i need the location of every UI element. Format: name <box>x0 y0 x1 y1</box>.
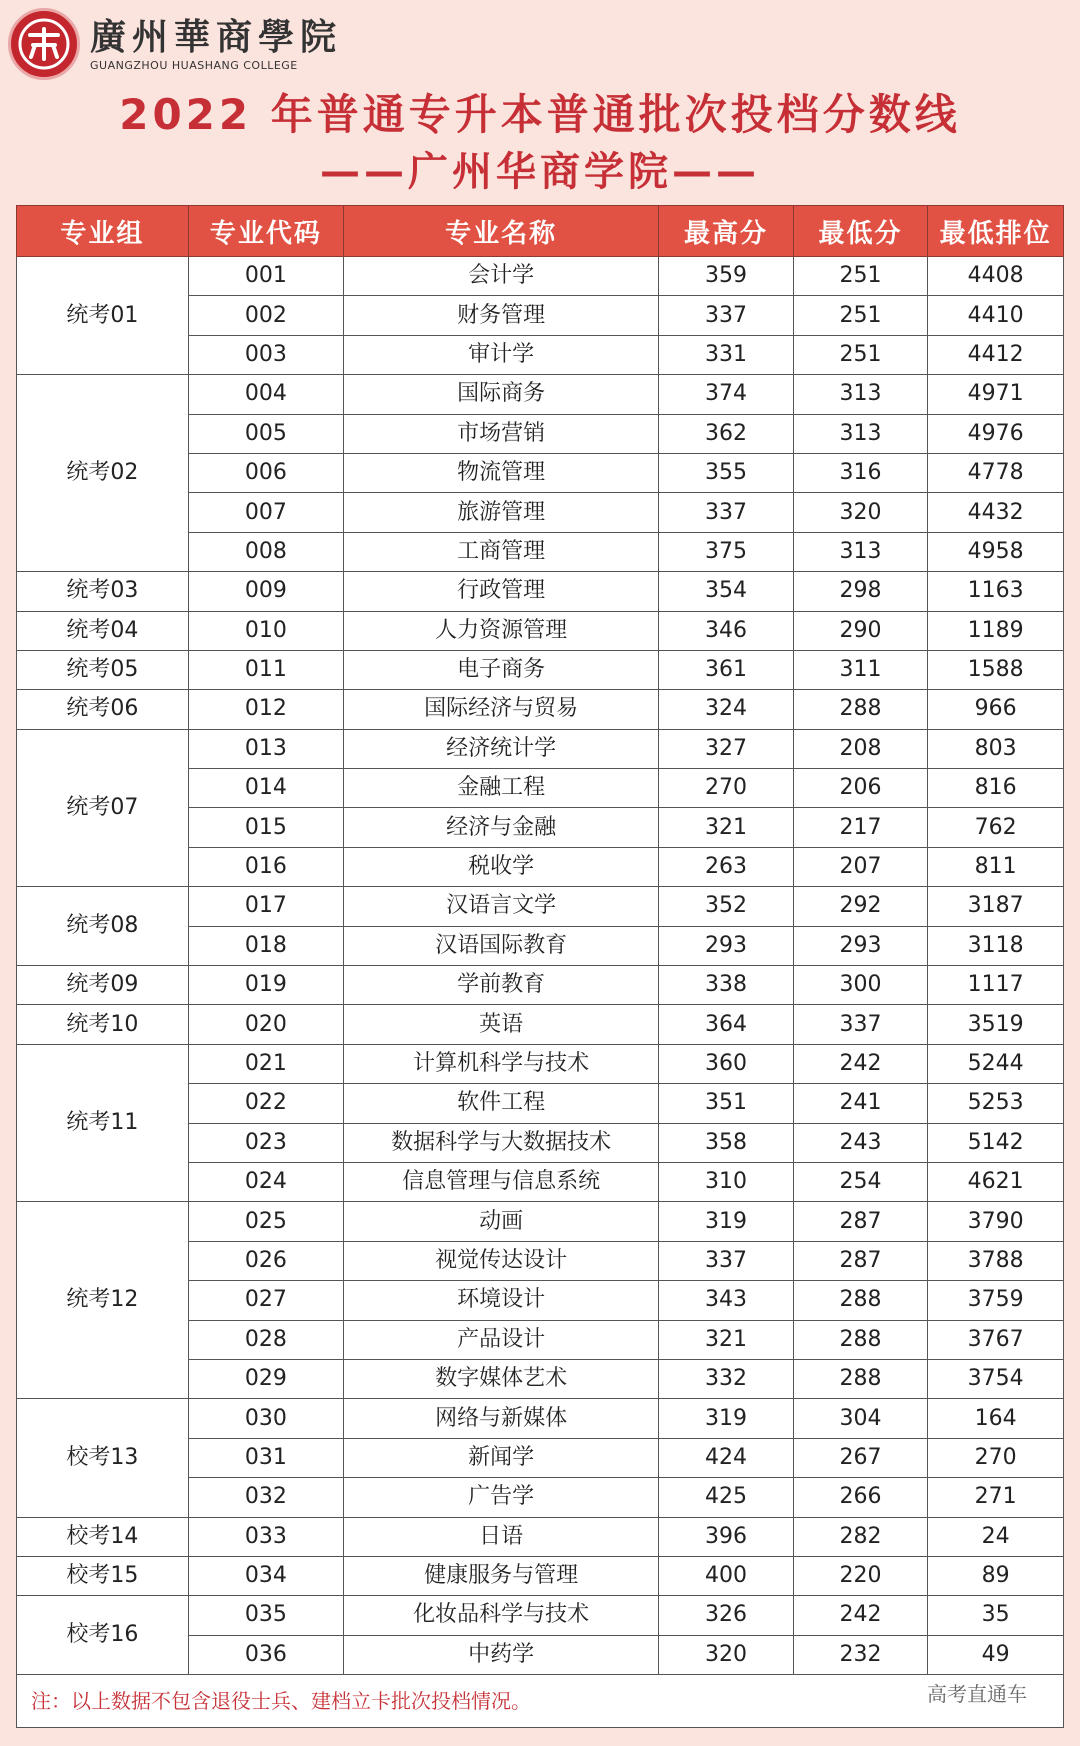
min-rank-cell: 5244 <box>928 1044 1064 1083</box>
min-rank-cell: 762 <box>928 808 1064 847</box>
group-cell: 统考06 <box>17 690 189 729</box>
min-rank-cell: 1588 <box>928 650 1064 689</box>
min-score-cell: 288 <box>793 690 928 729</box>
major-code-cell: 013 <box>188 729 343 768</box>
column-header: 最低分 <box>793 206 928 257</box>
major-code-cell: 009 <box>188 572 343 611</box>
major-code-cell: 004 <box>188 375 343 414</box>
major-code-cell: 011 <box>188 650 343 689</box>
max-score-cell: 270 <box>659 769 794 808</box>
table-row <box>17 1399 1064 1438</box>
major-code-cell: 001 <box>188 257 343 296</box>
table-row <box>17 650 1064 689</box>
max-score-cell: 293 <box>659 926 794 965</box>
table-row <box>17 375 1064 414</box>
min-rank-cell: 3519 <box>928 1005 1064 1044</box>
major-name-cell: 日语 <box>344 1517 659 1556</box>
max-score-cell: 400 <box>659 1556 794 1595</box>
group-cell: 校考16 <box>17 1596 189 1675</box>
max-score-cell: 424 <box>659 1438 794 1477</box>
max-score-cell: 324 <box>659 690 794 729</box>
max-score-cell: 362 <box>659 414 794 453</box>
min-score-cell: 217 <box>793 808 928 847</box>
table-body <box>17 257 1064 1675</box>
major-name-cell: 财务管理 <box>344 296 659 335</box>
max-score-cell: 351 <box>659 1084 794 1123</box>
watermark: 高考直通车 <box>927 1682 1027 1707</box>
major-code-cell: 007 <box>188 493 343 532</box>
max-score-cell: 319 <box>659 1399 794 1438</box>
max-score-cell: 343 <box>659 1281 794 1320</box>
max-score-cell: 374 <box>659 375 794 414</box>
major-name-cell: 行政管理 <box>344 572 659 611</box>
table-row <box>17 611 1064 650</box>
group-cell: 统考01 <box>17 257 189 375</box>
major-name-cell: 视觉传达设计 <box>344 1241 659 1280</box>
min-rank-cell: 1189 <box>928 611 1064 650</box>
table-row <box>17 966 1064 1005</box>
min-score-cell: 337 <box>793 1005 928 1044</box>
max-score-cell: 310 <box>659 1162 794 1201</box>
major-name-cell: 汉语言文学 <box>344 887 659 926</box>
min-score-cell: 254 <box>793 1162 928 1201</box>
major-code-cell: 024 <box>188 1162 343 1201</box>
major-code-cell: 026 <box>188 1241 343 1280</box>
min-rank-cell: 5142 <box>928 1123 1064 1162</box>
major-code-cell: 023 <box>188 1123 343 1162</box>
major-code-cell: 017 <box>188 887 343 926</box>
min-score-cell: 288 <box>793 1359 928 1398</box>
major-code-cell: 033 <box>188 1517 343 1556</box>
group-cell: 校考15 <box>17 1556 189 1595</box>
major-name-cell: 经济与金融 <box>344 808 659 847</box>
major-name-cell: 学前教育 <box>344 966 659 1005</box>
min-rank-cell: 49 <box>928 1635 1064 1674</box>
min-rank-cell: 4432 <box>928 493 1064 532</box>
min-rank-cell: 4971 <box>928 375 1064 414</box>
major-name-cell: 电子商务 <box>344 650 659 689</box>
max-score-cell: 360 <box>659 1044 794 1083</box>
max-score-cell: 346 <box>659 611 794 650</box>
min-score-cell: 316 <box>793 453 928 492</box>
max-score-cell: 364 <box>659 1005 794 1044</box>
max-score-cell: 375 <box>659 532 794 571</box>
min-rank-cell: 5253 <box>928 1084 1064 1123</box>
note-row <box>17 1675 1064 1728</box>
table-header-row <box>17 206 1064 257</box>
page-subtitle: ——广州华商学院—— <box>320 149 760 195</box>
min-rank-cell: 3759 <box>928 1281 1064 1320</box>
min-score-cell: 251 <box>793 335 928 374</box>
major-name-cell: 环境设计 <box>344 1281 659 1320</box>
min-rank-cell: 24 <box>928 1517 1064 1556</box>
major-name-cell: 物流管理 <box>344 453 659 492</box>
major-name-cell: 旅游管理 <box>344 493 659 532</box>
max-score-cell: 352 <box>659 887 794 926</box>
major-name-cell: 汉语国际教育 <box>344 926 659 965</box>
min-rank-cell: 4410 <box>928 296 1064 335</box>
min-score-cell: 298 <box>793 572 928 611</box>
min-rank-cell: 4621 <box>928 1162 1064 1201</box>
major-code-cell: 031 <box>188 1438 343 1477</box>
major-name-cell: 数字媒体艺术 <box>344 1359 659 1398</box>
min-rank-cell: 3767 <box>928 1320 1064 1359</box>
table-row <box>17 1517 1064 1556</box>
logo-english-name: GUANGZHOU HUASHANG COLLEGE <box>90 58 298 72</box>
major-name-cell: 中药学 <box>344 1635 659 1674</box>
score-table-container <box>16 205 1064 1728</box>
major-code-cell: 025 <box>188 1202 343 1241</box>
major-code-cell: 003 <box>188 335 343 374</box>
min-score-cell: 304 <box>793 1399 928 1438</box>
major-code-cell: 018 <box>188 926 343 965</box>
min-rank-cell: 35 <box>928 1596 1064 1635</box>
table-row <box>17 1044 1064 1083</box>
max-score-cell: 396 <box>659 1517 794 1556</box>
min-score-cell: 313 <box>793 532 928 571</box>
min-score-cell: 251 <box>793 257 928 296</box>
major-code-cell: 014 <box>188 769 343 808</box>
major-name-cell: 会计学 <box>344 257 659 296</box>
min-rank-cell: 3788 <box>928 1241 1064 1280</box>
min-rank-cell: 4976 <box>928 414 1064 453</box>
column-header: 专业代码 <box>188 206 343 257</box>
table-row <box>17 1556 1064 1595</box>
max-score-cell: 321 <box>659 1320 794 1359</box>
min-score-cell: 287 <box>793 1202 928 1241</box>
major-code-cell: 029 <box>188 1359 343 1398</box>
group-cell: 统考03 <box>17 572 189 611</box>
min-score-cell: 311 <box>793 650 928 689</box>
min-rank-cell: 270 <box>928 1438 1064 1477</box>
max-score-cell: 425 <box>659 1478 794 1517</box>
major-name-cell: 新闻学 <box>344 1438 659 1477</box>
table-note: 注：以上数据不包含退役士兵、建档立卡批次投档情况。 <box>31 1689 531 1714</box>
table-row <box>17 1202 1064 1241</box>
min-rank-cell: 816 <box>928 769 1064 808</box>
min-rank-cell: 1117 <box>928 966 1064 1005</box>
column-header: 最低排位 <box>928 206 1064 257</box>
max-score-cell: 327 <box>659 729 794 768</box>
major-code-cell: 020 <box>188 1005 343 1044</box>
table-row <box>17 690 1064 729</box>
min-score-cell: 241 <box>793 1084 928 1123</box>
major-name-cell: 广告学 <box>344 1478 659 1517</box>
max-score-cell: 319 <box>659 1202 794 1241</box>
min-rank-cell: 3187 <box>928 887 1064 926</box>
min-rank-cell: 4958 <box>928 532 1064 571</box>
min-score-cell: 313 <box>793 375 928 414</box>
major-code-cell: 032 <box>188 1478 343 1517</box>
major-code-cell: 028 <box>188 1320 343 1359</box>
major-code-cell: 005 <box>188 414 343 453</box>
min-rank-cell: 966 <box>928 690 1064 729</box>
max-score-cell: 354 <box>659 572 794 611</box>
max-score-cell: 355 <box>659 453 794 492</box>
major-name-cell: 健康服务与管理 <box>344 1556 659 1595</box>
min-score-cell: 320 <box>793 493 928 532</box>
min-rank-cell: 89 <box>928 1556 1064 1595</box>
max-score-cell: 358 <box>659 1123 794 1162</box>
min-score-cell: 282 <box>793 1517 928 1556</box>
group-cell: 校考13 <box>17 1399 189 1517</box>
major-name-cell: 英语 <box>344 1005 659 1044</box>
min-score-cell: 266 <box>793 1478 928 1517</box>
min-rank-cell: 4778 <box>928 453 1064 492</box>
group-cell: 统考10 <box>17 1005 189 1044</box>
min-score-cell: 288 <box>793 1281 928 1320</box>
min-score-cell: 267 <box>793 1438 928 1477</box>
column-header: 最高分 <box>659 206 794 257</box>
major-name-cell: 市场营销 <box>344 414 659 453</box>
max-score-cell: 359 <box>659 257 794 296</box>
min-rank-cell: 4408 <box>928 257 1064 296</box>
column-header: 专业组 <box>17 206 189 257</box>
college-emblem-icon <box>8 8 80 80</box>
max-score-cell: 320 <box>659 1635 794 1674</box>
major-name-cell: 工商管理 <box>344 532 659 571</box>
min-score-cell: 220 <box>793 1556 928 1595</box>
min-score-cell: 251 <box>793 296 928 335</box>
min-rank-cell: 164 <box>928 1399 1064 1438</box>
major-name-cell: 税收学 <box>344 847 659 886</box>
max-score-cell: 332 <box>659 1359 794 1398</box>
min-score-cell: 232 <box>793 1635 928 1674</box>
major-name-cell: 产品设计 <box>344 1320 659 1359</box>
group-cell: 统考08 <box>17 887 189 966</box>
min-rank-cell: 811 <box>928 847 1064 886</box>
max-score-cell: 338 <box>659 966 794 1005</box>
max-score-cell: 263 <box>659 847 794 886</box>
major-name-cell: 软件工程 <box>344 1084 659 1123</box>
min-score-cell: 287 <box>793 1241 928 1280</box>
table-row <box>17 1596 1064 1635</box>
major-name-cell: 化妆品科学与技术 <box>344 1596 659 1635</box>
table-row <box>17 729 1064 768</box>
major-code-cell: 036 <box>188 1635 343 1674</box>
major-code-cell: 015 <box>188 808 343 847</box>
group-cell: 统考07 <box>17 729 189 887</box>
major-code-cell: 035 <box>188 1596 343 1635</box>
column-header: 专业名称 <box>344 206 659 257</box>
min-score-cell: 242 <box>793 1596 928 1635</box>
major-code-cell: 012 <box>188 690 343 729</box>
group-cell: 统考12 <box>17 1202 189 1399</box>
score-table <box>16 205 1064 1728</box>
group-cell: 统考05 <box>17 650 189 689</box>
college-logo <box>8 8 342 80</box>
major-name-cell: 国际经济与贸易 <box>344 690 659 729</box>
major-code-cell: 021 <box>188 1044 343 1083</box>
major-code-cell: 034 <box>188 1556 343 1595</box>
max-score-cell: 337 <box>659 296 794 335</box>
major-code-cell: 006 <box>188 453 343 492</box>
min-score-cell: 242 <box>793 1044 928 1083</box>
major-name-cell: 动画 <box>344 1202 659 1241</box>
min-rank-cell: 3790 <box>928 1202 1064 1241</box>
major-name-cell: 经济统计学 <box>344 729 659 768</box>
group-cell: 统考09 <box>17 966 189 1005</box>
major-name-cell: 计算机科学与技术 <box>344 1044 659 1083</box>
page-header <box>0 0 1080 200</box>
major-name-cell: 信息管理与信息系统 <box>344 1162 659 1201</box>
max-score-cell: 326 <box>659 1596 794 1635</box>
min-score-cell: 300 <box>793 966 928 1005</box>
min-rank-cell: 1163 <box>928 572 1064 611</box>
min-score-cell: 207 <box>793 847 928 886</box>
max-score-cell: 337 <box>659 493 794 532</box>
min-score-cell: 208 <box>793 729 928 768</box>
min-score-cell: 292 <box>793 887 928 926</box>
major-code-cell: 016 <box>188 847 343 886</box>
table-row <box>17 887 1064 926</box>
logo-chinese-name: 廣州華商學院 <box>90 15 343 58</box>
group-cell: 统考04 <box>17 611 189 650</box>
min-score-cell: 293 <box>793 926 928 965</box>
table-row <box>17 257 1064 296</box>
min-score-cell: 206 <box>793 769 928 808</box>
major-name-cell: 金融工程 <box>344 769 659 808</box>
max-score-cell: 337 <box>659 1241 794 1280</box>
group-cell: 统考02 <box>17 375 189 572</box>
table-row <box>17 572 1064 611</box>
major-code-cell: 019 <box>188 966 343 1005</box>
max-score-cell: 331 <box>659 335 794 374</box>
major-name-cell: 国际商务 <box>344 375 659 414</box>
min-rank-cell: 3754 <box>928 1359 1064 1398</box>
major-code-cell: 002 <box>188 296 343 335</box>
group-cell: 统考11 <box>17 1044 189 1202</box>
min-score-cell: 313 <box>793 414 928 453</box>
major-name-cell: 数据科学与大数据技术 <box>344 1123 659 1162</box>
min-score-cell: 288 <box>793 1320 928 1359</box>
major-code-cell: 027 <box>188 1281 343 1320</box>
max-score-cell: 321 <box>659 808 794 847</box>
max-score-cell: 361 <box>659 650 794 689</box>
min-score-cell: 243 <box>793 1123 928 1162</box>
min-rank-cell: 4412 <box>928 335 1064 374</box>
major-code-cell: 010 <box>188 611 343 650</box>
major-name-cell: 网络与新媒体 <box>344 1399 659 1438</box>
min-score-cell: 290 <box>793 611 928 650</box>
major-code-cell: 022 <box>188 1084 343 1123</box>
min-rank-cell: 803 <box>928 729 1064 768</box>
table-row <box>17 1005 1064 1044</box>
major-code-cell: 030 <box>188 1399 343 1438</box>
min-rank-cell: 3118 <box>928 926 1064 965</box>
major-name-cell: 审计学 <box>344 335 659 374</box>
note-cell <box>17 1675 1064 1728</box>
major-code-cell: 008 <box>188 532 343 571</box>
min-rank-cell: 271 <box>928 1478 1064 1517</box>
page-title: 2022 年普通专升本普通批次投档分数线 <box>119 90 961 139</box>
major-name-cell: 人力资源管理 <box>344 611 659 650</box>
group-cell: 校考14 <box>17 1517 189 1556</box>
